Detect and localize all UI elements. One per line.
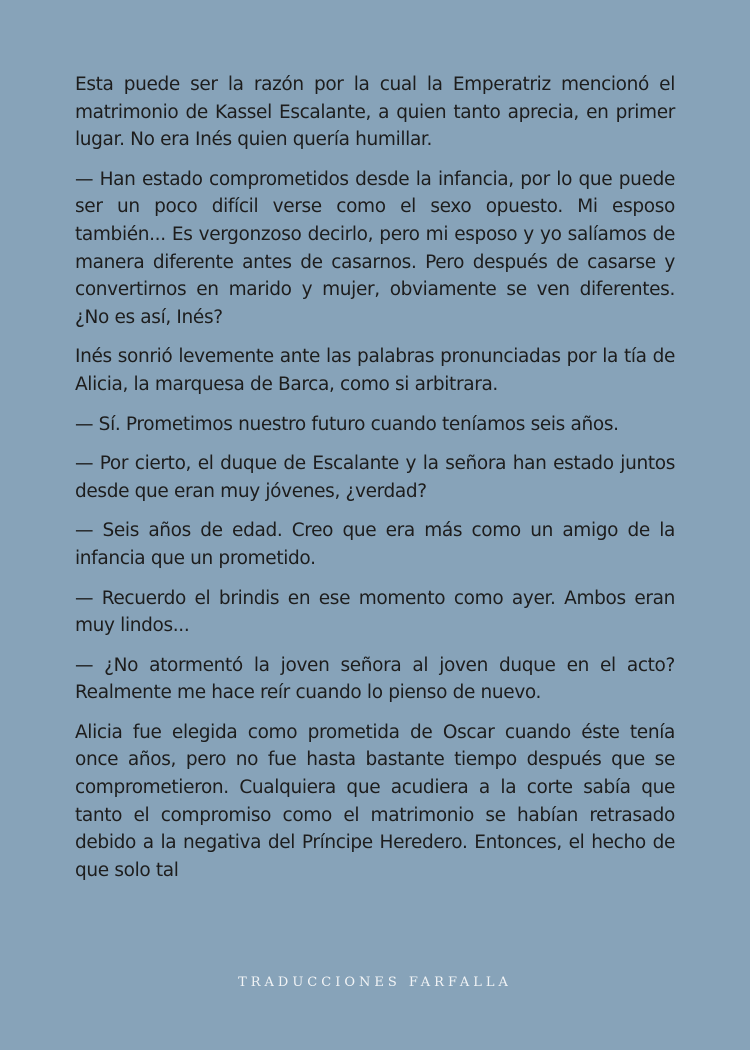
paragraph-1: Esta puede ser la razón por la cual la Emperatriz mencionó el matrimonio de Kassel Escalante, a quien tanto aprecia, en primer lugar. No era Inés quien quería humillar. — [75, 74, 675, 151]
paragraph-8: — ¿No atormentó la joven señora al joven duque en el acto? Realmente me hace reír cuando lo pienso de nuevo. — [75, 654, 675, 704]
paragraph-3: Inés sonrió levemente ante las palabras pronunciadas por la tía de Alicia, la marquesa de Barca, como si arbitrara. — [75, 346, 675, 395]
paragraph-9: Alicia fue elegida como prometida de Oscar cuando éste tenía once años, pero no fue hasta bastante tiempo después que se comprometieron. Cualquiera que acudiera a la corte sabía que tanto el compromiso como el matrimonio se habían retrasado debido a la negativa del Príncipe Heredero. Entonces, el hecho de que solo tal — [75, 721, 675, 881]
footer-credit: TRADUCCIONES FARFALLA — [238, 975, 512, 990]
paragraph-6: — Seis años de edad. Creo que era más como un amigo de la infancia que un prometido. — [75, 520, 675, 569]
paragraph-2: — Han estado comprometidos desde la infancia, por lo que puede ser un poco difícil verse como el sexo opuesto. Mi esposo también... Es vergonzoso decirlo, pero mi esposo y yo salíamos de manera diferente antes de casarnos. Pero después de casarse y convertirnos en marido y mujer, obviamente se ven diferentes. ¿No es así, Inés? — [75, 168, 675, 328]
page-body — [75, 71, 675, 896]
paragraph-5: — Por cierto, el duque de Escalante y la señora han estado juntos desde que eran muy jóvenes, ¿verdad? — [75, 453, 675, 502]
paragraph-4: — Sí. Prometimos nuestro futuro cuando teníamos seis años. — [75, 413, 619, 435]
paragraph-7: — Recuerdo el brindis en ese momento como ayer. Ambos eran muy lindos... — [75, 587, 675, 637]
